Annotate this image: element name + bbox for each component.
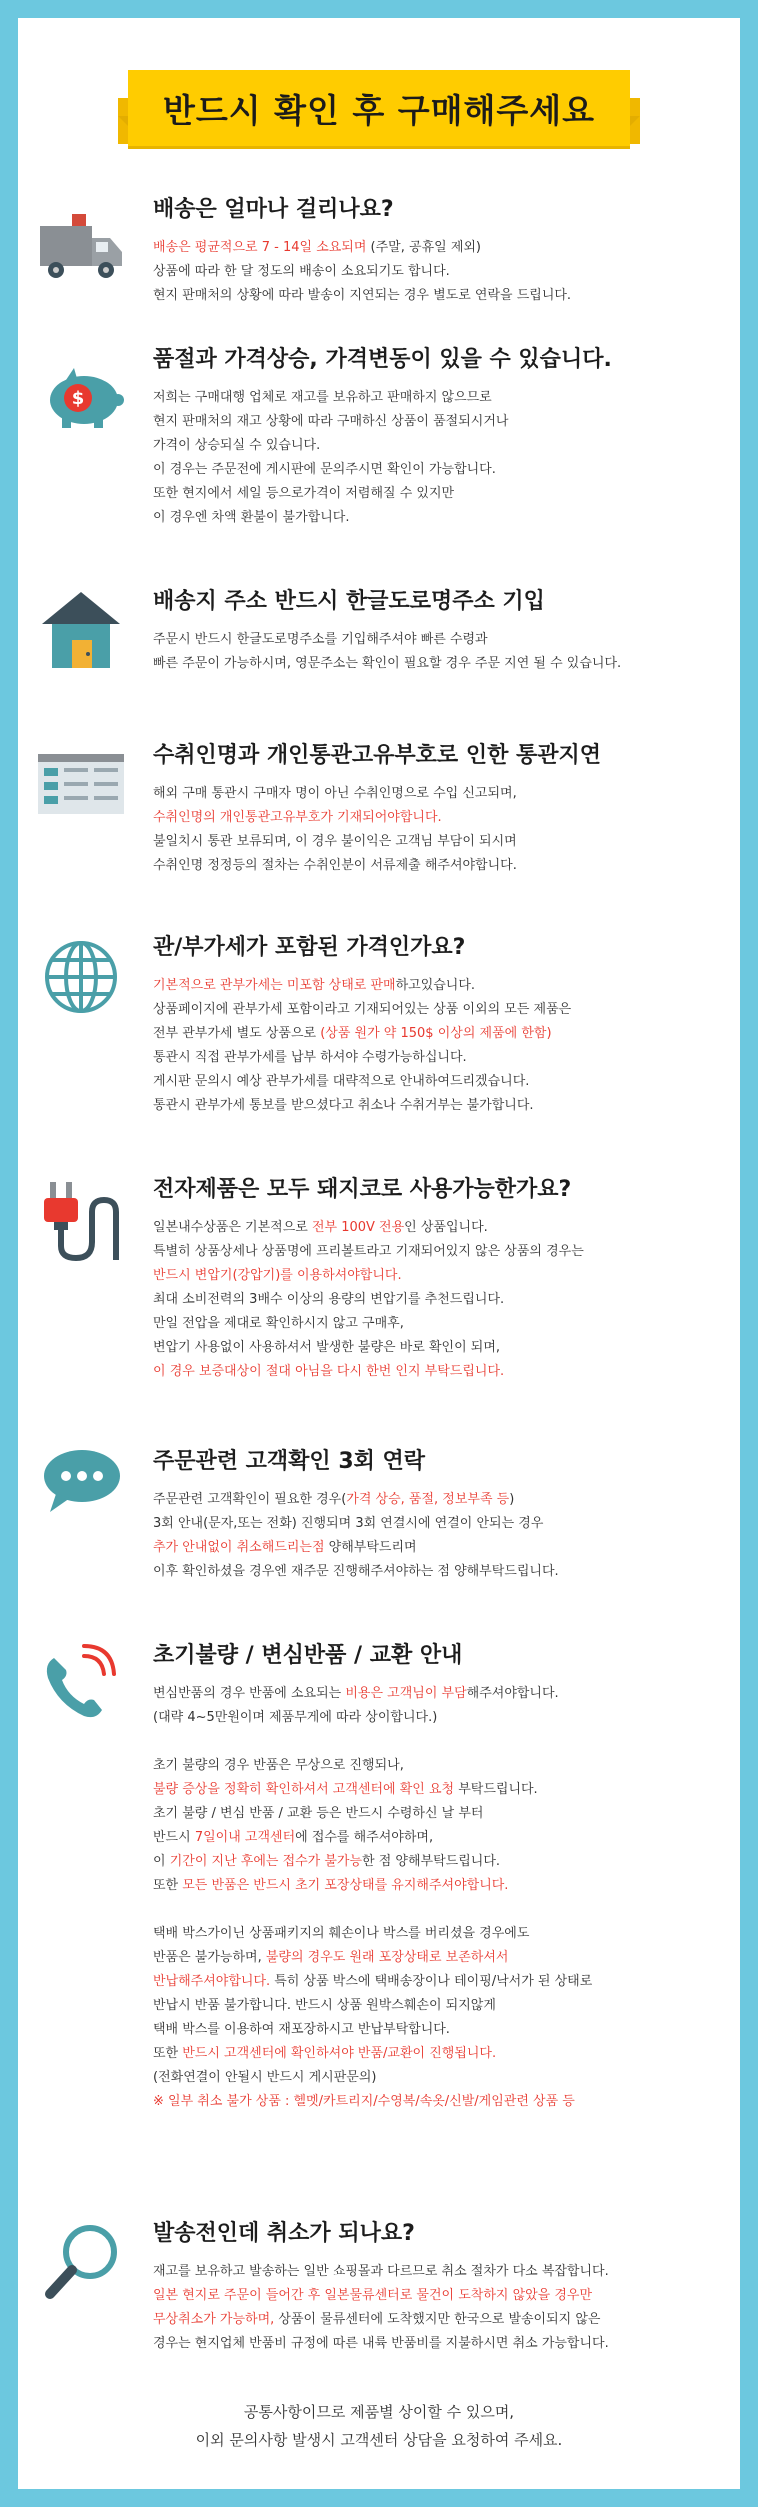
body-line — [153, 1754, 592, 1778]
body-line — [153, 1560, 559, 1584]
highlight-text: 반드시 고객센터에 확인하셔야 반품/교환이 진행됩니다. — [182, 2046, 497, 2061]
power-plug-icon — [36, 1176, 126, 1266]
body-line — [153, 1336, 584, 1360]
body-text: ) — [509, 1492, 515, 1507]
body-line — [153, 1094, 571, 1118]
body-line — [153, 628, 621, 652]
body-line — [153, 2066, 592, 2090]
section-body — [153, 974, 571, 1118]
body-line — [153, 1216, 584, 1240]
body-text: 부탁드립니다. — [454, 1782, 538, 1797]
highlight-text: (상품 원가 약 150$ 이상의 제품에 한함) — [320, 1026, 552, 1041]
body-text: 특별히 상품상세나 상품명에 프리볼트라고 기재되어있지 않은 상품의 경우는 — [153, 1244, 584, 1259]
highlight-text: 불량의 경우도 원래 포장상태로 보존하셔서 — [265, 1950, 509, 1965]
section-title: 수취인명과 개인통관고유부호로 인한 통관지연 — [153, 743, 602, 768]
blank-line — [153, 1730, 592, 1754]
body-text: 해주셔야합니다. — [466, 1686, 559, 1701]
blank-line — [153, 1898, 592, 1922]
body-text: 변압기 사용없이 사용하셔서 발생한 불량은 바로 확인이 되며, — [153, 1340, 501, 1355]
body-text: 이 경우엔 차액 환불이 불가합니다. — [153, 510, 350, 525]
section-body — [153, 1682, 592, 2114]
highlight-text: 7일이내 고객센터 — [194, 1830, 296, 1845]
body-line — [153, 236, 571, 260]
body-line — [153, 2018, 592, 2042]
highlight-text: 배송은 평균적으로 7 - 14일 소요되며 — [153, 240, 367, 255]
section-title: 주문관련 고객확인 3회 연락 — [153, 1449, 426, 1474]
body-text: 상품이 물류센터에 도착했지만 한국으로 발송이되지 않은 — [274, 2312, 601, 2327]
svg-text:$: $ — [71, 388, 85, 409]
body-line — [153, 482, 508, 506]
body-text: 경우는 현지업체 반품비 규정에 따른 내륙 반품비를 지불하시면 취소 가능합니다. — [153, 2336, 609, 2351]
body-text: 이 — [153, 1854, 170, 1869]
body-line — [153, 1360, 584, 1384]
section-title: 전자제품은 모두 돼지코로 사용가능한가요? — [153, 1177, 572, 1202]
section-title: 품절과 가격상승, 가격변동이 있을 수 있습니다. — [153, 347, 612, 372]
section-title: 배송은 얼마나 걸리나요? — [153, 197, 394, 222]
body-line — [153, 1240, 584, 1264]
page-title: 반드시 확인 후 구매해주세요 — [162, 90, 595, 130]
body-line — [153, 2284, 609, 2308]
body-text: 또한 — [153, 2046, 183, 2061]
body-text: 수취인명 정정등의 절차는 수취인분이 서류제출 해주셔야합니다. — [153, 858, 517, 873]
highlight-text: 전부 100V 전용 — [311, 1220, 405, 1235]
body-line — [153, 506, 508, 530]
body-text: (주말, 공휴일 제외) — [366, 240, 482, 255]
highlight-text: 비용은 고객님이 부담 — [345, 1686, 467, 1701]
body-text: 전부 관부가세 별도 상품으로 — [153, 1026, 321, 1041]
body-line — [153, 1682, 592, 1706]
body-line — [153, 458, 508, 482]
body-text: 에 접수를 해주셔야하며, — [295, 1830, 434, 1845]
body-line — [153, 652, 621, 676]
body-text: 주문관련 고객확인이 필요한 경우( — [153, 1492, 347, 1507]
body-text: 변심반품의 경우 반품에 소요되는 — [153, 1686, 346, 1701]
chat-bubble-icon — [36, 1434, 126, 1524]
house-icon — [36, 584, 126, 674]
section-body — [153, 386, 508, 530]
section-body — [153, 1488, 559, 1584]
magnifier-icon — [36, 2218, 126, 2308]
phone-icon — [36, 1638, 126, 1728]
body-text: 택배 박스가이닌 상품패키지의 훼손이나 박스를 버리셨을 경우에도 — [153, 1926, 530, 1941]
body-text: 초기 불량의 경우 반품은 무상으로 진행되나, — [153, 1758, 404, 1773]
body-text: 특히 상품 박스에 택배송장이나 테이핑/낙서가 된 상태로 — [270, 1974, 593, 1989]
body-text: 주문시 반드시 한글도로명주소를 기입해주셔야 빠른 수령과 — [153, 632, 488, 647]
body-line — [153, 1512, 559, 1536]
section-body — [153, 782, 517, 878]
body-line — [153, 2090, 592, 2114]
notice-card — [18, 18, 740, 2489]
body-line — [153, 284, 571, 308]
body-line — [153, 1946, 592, 1970]
body-text: 인 상품입니다. — [404, 1220, 488, 1235]
section-title: 배송지 주소 반드시 한글도로명주소 기입 — [153, 589, 545, 614]
body-line — [153, 1288, 584, 1312]
body-line — [153, 1874, 592, 1898]
body-text: 저희는 구매대행 업체로 재고를 보유하고 판매하지 않으므로 — [153, 390, 492, 405]
body-line — [153, 998, 571, 1022]
truck-icon — [36, 208, 126, 298]
body-text: 한 점 양해부탁드립니다. — [362, 1854, 501, 1869]
body-line — [153, 974, 571, 998]
body-text: 재고를 보유하고 발송하는 일반 쇼핑몰과 다르므로 취소 절차가 다소 복잡합니다. — [153, 2264, 609, 2279]
document-form-icon — [36, 746, 126, 836]
body-line — [153, 260, 571, 284]
highlight-text: 추가 안내없이 취소해드리는점 — [153, 1540, 325, 1555]
section-body — [153, 236, 571, 308]
body-line — [153, 1264, 584, 1288]
body-line — [153, 1802, 592, 1826]
body-text: 초기 불량 / 변심 반품 / 교환 등은 반드시 수령하신 날 부터 — [153, 1806, 484, 1821]
body-line — [153, 1070, 571, 1094]
highlight-text: 기본적으로 관부가세는 미포함 상태로 판매 — [153, 978, 396, 993]
body-text: 게시판 문의시 예상 관부가세를 대략적으로 안내하여드리겠습니다. — [153, 1074, 530, 1089]
body-text: 현지 판매처의 재고 상황에 따라 구매하신 상품이 품절되시거나 — [153, 414, 509, 429]
body-text: 또한 현지에서 세일 등으로가격이 저렴해질 수 있지만 — [153, 486, 455, 501]
body-line — [153, 854, 517, 878]
highlight-text: 기간이 지난 후에는 접수가 불가능 — [169, 1854, 363, 1869]
body-line — [153, 2042, 592, 2066]
highlight-text: 무상취소가 가능하며, — [153, 2312, 275, 2327]
section-body — [153, 1216, 584, 1384]
body-text: 반납시 반품 불가합니다. 반드시 상품 원박스훼손이 되지않게 — [153, 1998, 496, 2013]
highlight-text: 이 경우 보증대상이 절대 아님을 다시 한번 인지 부탁드립니다. — [153, 1364, 505, 1379]
body-text: (대략 4~5만원이며 제품무게에 따라 상이합니다.) — [153, 1710, 438, 1725]
highlight-text: 반드시 변압기(강압기)를 이용하셔야합니다. — [153, 1268, 402, 1283]
body-line — [153, 1312, 584, 1336]
body-line — [153, 830, 517, 854]
body-text: 가격이 상승되실 수 있습니다. — [153, 438, 321, 453]
body-line — [153, 386, 508, 410]
body-line — [153, 1046, 571, 1070]
footer-line: 이외 문의사항 발생시 고객센터 상담을 요청하여 주세요. — [195, 2431, 563, 2449]
body-line — [153, 434, 508, 458]
body-text: 3회 안내(문자,또는 전화) 진행되며 3회 연결시에 연결이 안되는 경우 — [153, 1516, 544, 1531]
body-line — [153, 1488, 559, 1512]
body-text: (전화연결이 안될시 반드시 게시판문의) — [153, 2070, 377, 2085]
body-text: 해외 구매 통관시 구매자 명이 아닌 수취인명으로 수입 신고되며, — [153, 786, 517, 801]
body-line — [153, 2308, 609, 2332]
body-text: 이 경우는 주문전에 게시판에 문의주시면 확인이 가능합니다. — [153, 462, 496, 477]
highlight-text: ※ 일부 취소 불가 상품 : 헬멧/카트리지/수영복/속옷/신발/게임관련 상품 등 — [153, 2094, 575, 2109]
body-text: 현지 판매처의 상황에 따라 발송이 지연되는 경우 별도로 연락을 드립니다. — [153, 288, 572, 303]
body-line — [153, 2260, 609, 2284]
body-text: 또한 — [153, 1878, 183, 1893]
body-text: 상품에 따라 한 달 정도의 배송이 소요되기도 합니다. — [153, 264, 450, 279]
highlight-text: 일본 현지로 주문이 들어간 후 일본물류센터로 물건이 도착하지 않았을 경우만 — [153, 2288, 593, 2303]
body-text: 빠른 주문이 가능하시며, 영문주소는 확인이 필요할 경우 주문 지연 될 수 있습니다. — [153, 656, 622, 671]
body-text: 반드시 — [153, 1830, 195, 1845]
highlight-text: 반납해주셔야합니다. — [153, 1974, 271, 1989]
body-text: 통관시 관부가세 통보를 받으셨다고 취소나 수취거부는 불가합니다. — [153, 1098, 534, 1113]
body-line — [153, 1022, 571, 1046]
body-text: 하고있습니다. — [395, 978, 476, 993]
body-text: 최대 소비전력의 3배수 이상의 용량의 변압기를 추천드립니다. — [153, 1292, 505, 1307]
body-text: 통관시 직접 관부가세를 납부 하셔야 수령가능하십니다. — [153, 1050, 467, 1065]
body-line — [153, 1706, 592, 1730]
body-text: 양해부탁드리며 — [324, 1540, 417, 1555]
highlight-text: 수취인명의 개인통관고유부호가 기재되어야합니다. — [153, 810, 442, 825]
body-line — [153, 2332, 609, 2356]
section-title: 초기불량 / 변심반품 / 교환 안내 — [153, 1643, 463, 1668]
body-text: 반품은 불가능하며, — [153, 1950, 266, 1965]
body-text: 일본내수상품은 기본적으로 — [153, 1220, 312, 1235]
body-text: 불일치시 통관 보류되며, 이 경우 불이익은 고객님 부담이 되시며 — [153, 834, 517, 849]
body-line — [153, 1536, 559, 1560]
banner-plate — [128, 70, 630, 146]
body-line — [153, 1970, 592, 1994]
body-text: 상품페이지에 관부가세 포함이라고 기재되어있는 상품 이외의 모든 제품은 — [153, 1002, 572, 1017]
body-line — [153, 1778, 592, 1802]
section-title: 관/부가세가 포함된 가격인가요? — [153, 935, 466, 960]
body-line — [153, 1922, 592, 1946]
body-text: 이후 확인하셨을 경우엔 재주문 진행해주셔야하는 점 양해부탁드립니다. — [153, 1564, 559, 1579]
body-text: 택배 박스를 이용하여 재포장하시고 반납부탁합니다. — [153, 2022, 450, 2037]
body-text: 만일 전압을 제대로 확인하시지 않고 구매후, — [153, 1316, 404, 1331]
highlight-text: 모든 반품은 반드시 초기 포장상태를 유지해주셔야합니다. — [182, 1878, 509, 1893]
footer-line: 공통사항이므로 제품별 상이할 수 있으며, — [243, 2403, 515, 2421]
body-line — [153, 806, 517, 830]
highlight-text: 불량 증상을 정확히 확인하셔서 고객센터에 확인 요청 — [153, 1782, 455, 1797]
body-line — [153, 410, 508, 434]
title-banner — [18, 58, 740, 178]
body-line — [153, 1850, 592, 1874]
body-line — [153, 1994, 592, 2018]
section-body — [153, 2260, 609, 2356]
globe-icon — [36, 932, 126, 1022]
piggy-bank-icon — [36, 352, 126, 442]
footer-note — [18, 2398, 740, 2454]
section-title: 발송전인데 취소가 되나요? — [153, 2221, 415, 2246]
body-line — [153, 782, 517, 806]
section-body — [153, 628, 621, 676]
body-line — [153, 1826, 592, 1850]
highlight-text: 가격 상승, 품절, 정보부족 등 — [346, 1492, 510, 1507]
